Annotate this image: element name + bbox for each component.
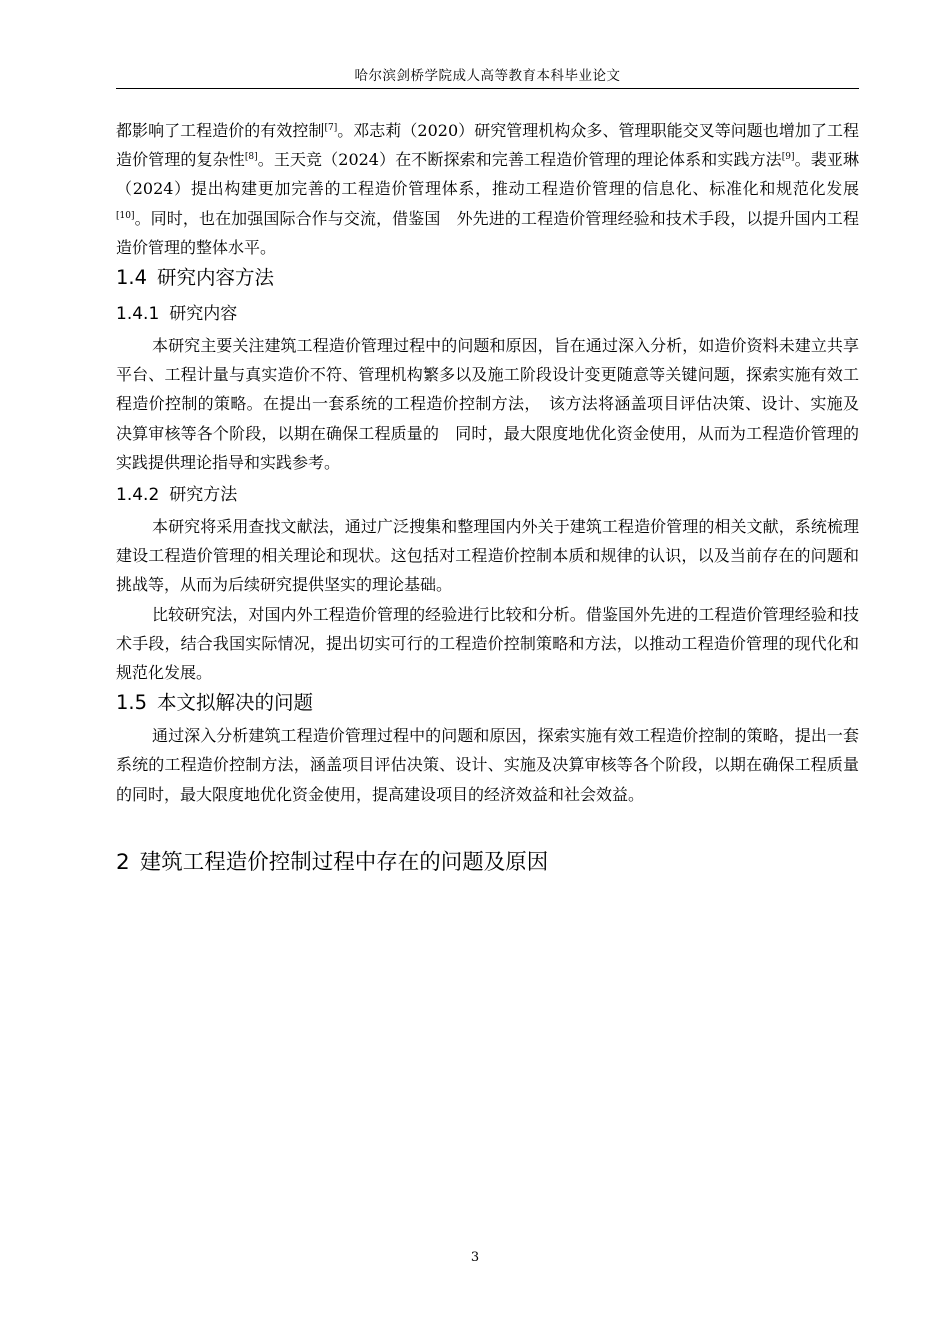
chapter-heading-2 (116, 847, 859, 879)
section-number: 1.5 (116, 691, 148, 715)
paragraph-comparative-method: 比较研究法，对国内外工程造价管理的经验进行比较和分析。借鉴国外先进的工程造价管理经验和技术手段，结合我国实际情况，提出切实可行的工程造价控制策略和方法，以推动工程造价管理的现代化和规范化发展。 (116, 604, 859, 683)
citation-10: [10] (116, 210, 135, 221)
paragraph-literature-method: 本研究将采用查找文献法，通过广泛搜集和整理国内外关于建筑工程造价管理的相关文献，系统梳理建设工程造价管理的相关理论和现状。这包括对工程造价控制本质和规律的认识，以及当前存在的问题和挑战等，从而为后续研究提供坚实的理论基础。 (116, 517, 859, 595)
subsection-heading-1-4-1 (116, 296, 859, 331)
chapter-title: 建筑工程造价控制过程中存在的问题及原因 (139, 849, 549, 875)
text-run: 。邓志莉（2020）研究管理机构众多、管理职能交叉等问题也增加了工程造价管理的复杂性 (116, 121, 859, 170)
text-run: 。王天竞（2024）在不断探索和完善工程造价管理的理论体系和实践方法 (257, 150, 782, 170)
citation-8: [8] (244, 152, 258, 163)
text-run: 。同时，也在加强国际合作与交流，借鉴国 外先进的工程造价管理经验和技术手段，以提升国内工程造价管理的整体水平。 (116, 208, 859, 257)
chapter-number: 2 (116, 849, 130, 875)
section-heading-1-5 (116, 687, 859, 721)
paragraph-literature-continued (116, 116, 859, 262)
citation-9: [9] (781, 152, 795, 163)
running-header: 哈尔滨剑桥学院成人高等教育本科毕业论文 (354, 68, 621, 84)
subsection-number: 1.4.2 (116, 485, 160, 506)
text-run: 。裴亚琳（2024）提出构建更加完善的工程造价管理体系，推动工程造价管理的信息化、标准化和规范化发展 (116, 150, 859, 199)
section-title: 本文拟解决的问题 (157, 691, 314, 715)
subsection-number: 1.4.1 (116, 304, 160, 325)
section-heading-1-4 (116, 262, 859, 296)
citation-7: [7] (324, 123, 338, 133)
header-rule (116, 88, 859, 89)
section-title: 研究内容方法 (157, 266, 275, 290)
subsection-title: 研究方法 (169, 485, 238, 506)
page-body (116, 116, 859, 879)
page-number: 3 (470, 1250, 480, 1265)
subsection-title: 研究内容 (169, 304, 238, 325)
subsection-heading-1-4-2 (116, 477, 859, 512)
paragraph-research-content: 本研究主要关注建筑工程造价管理过程中的问题和原因，旨在通过深入分析，如造价资料未建立共享平台、工程计量与真实造价不符、管理机构繁多以及施工阶段设计变更随意等关键问题，探索实施有效工程造价控制的策略。在提出一套系统的工程造价控制方法， 该方法将涵盖项目评估决策、设计、实施及决算审核等各个阶段，以期在确保工程质量的 同时，最大限度地优化资金使用，从而为工程造价管理的实践提供理论指导和实践参考。 (116, 336, 859, 472)
section-number: 1.4 (116, 266, 148, 290)
paragraph-problems-to-solve: 通过深入分析建筑工程造价管理过程中的问题和原因，探索实施有效工程造价控制的策略，提出一套系统的工程造价控制方法，涵盖项目评估决策、设计、实施及决算审核等各个阶段，以期在确保工程质量的同时，最大限度地优化资金使用，提高建设项目的经济效益和社会效益。 (116, 726, 859, 804)
text-run: 都影响了工程造价的有效控制 (116, 121, 325, 140)
